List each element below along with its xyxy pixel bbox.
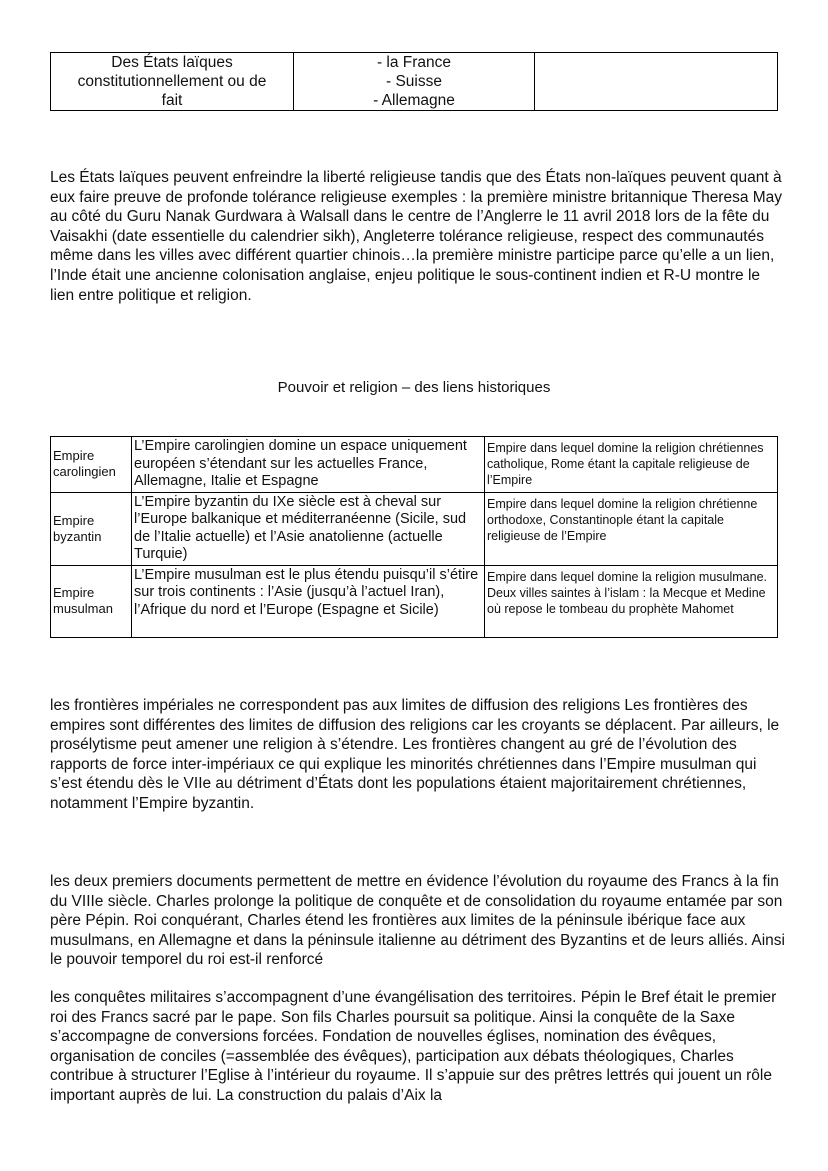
- states-table: [50, 52, 778, 111]
- section-heading: Pouvoir et religion – des liens historiques: [277, 379, 551, 396]
- empire-name-cell: Empire byzantin: [51, 492, 132, 565]
- state-type-cell: [51, 53, 294, 111]
- cell-line: Des États laïques: [111, 54, 233, 71]
- cell-line: - la France: [376, 54, 452, 71]
- empires-table: [50, 436, 778, 638]
- empire-name-cell: Empire carolingien: [51, 437, 132, 493]
- empire-description-cell: L’Empire musulman est le plus étendu puisqu’il s’étire sur trois continents : l’Asie (jusqu’à l’actuel Iran), l’Afrique du nord et l’Europe (Espagne et Sicile): [132, 565, 485, 637]
- table-row: [51, 437, 778, 493]
- table-row: [51, 53, 778, 111]
- countries-cell: [294, 53, 535, 111]
- cell-line: constitutionnellement ou de: [77, 73, 267, 90]
- table-row: [51, 565, 778, 637]
- paragraph-secular-states: Les États laïques peuvent enfreindre la liberté religieuse tandis que des États non-laïques peuvent quant à eux faire preuve de profonde tolérance religieuse exemples : la première ministre britannique Theresa May au côté du Guru Nanak Gurdwara à Walsall dans le centre de l’Anglerre le 11 avril 2018 lors de la fête du Vaisakhi (date essentielle du calendrier sikh), Angleterre tolérance religieuse, respect des communautés même dans les villes avec différent quartier chinois…la première ministre participe parce qu’elle a un lien, l’Inde était une ancienne colonisation anglaise, enjeu politique le sous-continent indien et R-U montre le lien entre politique et religion.: [50, 169, 783, 304]
- cell-line: - Suisse: [386, 73, 442, 90]
- paragraph-evangelization: les conquêtes militaires s’accompagnent d’une évangélisation des territoires. Pépin le Bref était le premier roi des Francs sacré par le pape. Son fils Charles poursuit sa politique. Ainsi la conquête de la Saxe s’accompagne de conversions forcées. Fondation de nouvelles églises, nomination des évêques, organisation de conciles (=assemblée des évêques), participation aux débats théologiques, Charles contribue à structurer l’Eglise à l’intérieur du royaume. Il s’appuie sur des prêtres lettrés qui jouent un rôle important auprès de lui. La construction du palais d’Aix la: [50, 989, 777, 1104]
- empire-name-cell: Empire musulman: [51, 565, 132, 637]
- cell-line: - Allemagne: [373, 92, 455, 109]
- empire-religion-cell: Empire dans lequel domine la religion musulmane. Deux villes saintes à l’islam : la Mecque et Medine où repose le tombeau du prophète Mahomet: [485, 565, 778, 637]
- empty-cell: [535, 53, 778, 111]
- empire-description-cell: L’Empire byzantin du IXe siècle est à cheval sur l’Europe balkanique et méditerranéenne (Sicile, sud de l’Italie actuelle) et l’Asie anatolienne (actuelle Turquie): [132, 492, 485, 565]
- paragraph-imperial-borders: les frontières impériales ne correspondent pas aux limites de diffusion des religions Les frontières des empires sont différentes des limites de diffusion des religions car les croyants se déplacent. Par ailleurs, le prosélytisme peut amener une religion à s’étendre. Les frontières changent au gré de l’évolution des rapports de force inter-impériaux ce qui explique les minorités chrétiennes dans l’Empire musulman qui s’est étendu dès le VIIe au détriment d’États dont les populations étaient majoritairement chrétiennes, notamment l’Empire byzantin.: [50, 697, 780, 812]
- empire-religion-cell: Empire dans lequel domine la religion chrétiennes catholique, Rome étant la capitale religieuse de l’Empire: [485, 437, 778, 493]
- cell-line: fait: [161, 92, 183, 109]
- table-row: [51, 492, 778, 565]
- empire-description-cell: L’Empire carolingien domine un espace uniquement européen s’étendant sur les actuelles France, Allemagne, Italie et Espagne: [132, 437, 485, 493]
- paragraph-frankish-kingdom: les deux premiers documents permettent de mettre en évidence l’évolution du royaume des Francs à la fin du VIIIe siècle. Charles prolonge la politique de conquête et de consolidation du royaume entamée par son père Pépin. Roi conquérant, Charles étend les frontières aux limites de la péninsule ibérique face aux musulmans, en Allemagne et dans la péninsule italienne au détriment des Byzantins et de leurs alliés. Ainsi le pouvoir temporel du roi est-il renforcé: [50, 873, 785, 969]
- empire-religion-cell: Empire dans lequel domine la religion chrétienne orthodoxe, Constantinople étant la capitale religieuse de l’Empire: [485, 492, 778, 565]
